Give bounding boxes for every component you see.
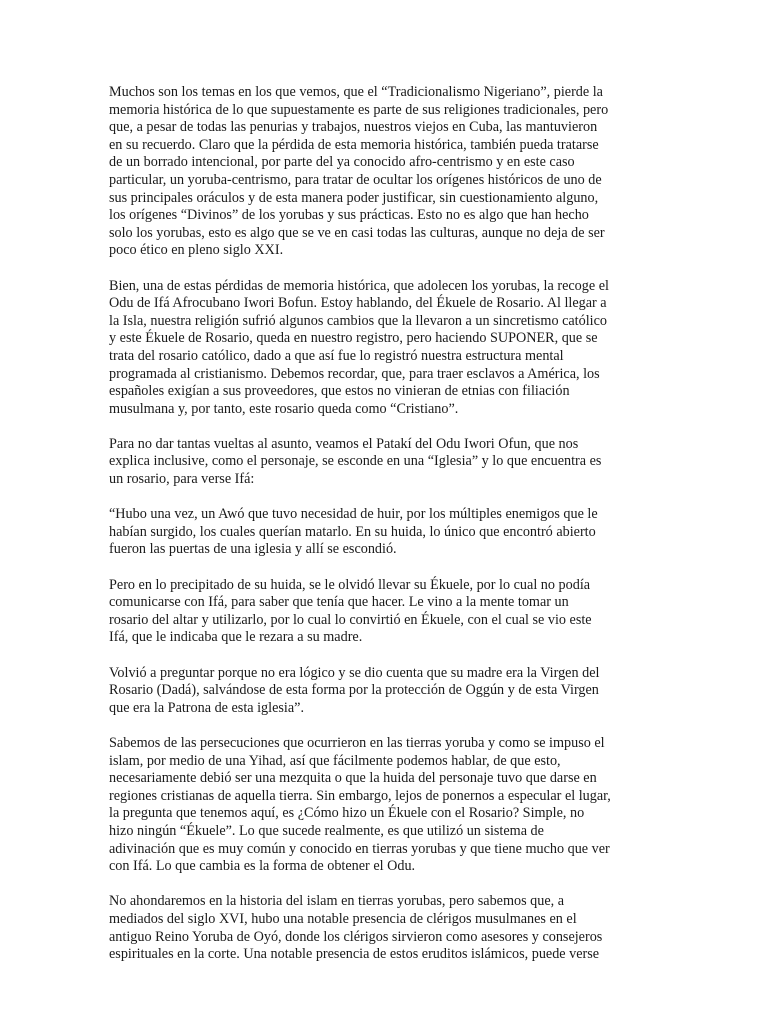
text-line: la Isla, nuestra religión sufrió algunos cambios que la llevaron a un sincretismo católico [109,312,607,329]
text-line: islam, por medio de una Yihad, así que fácilmente podemos hablar, de que esto, [109,752,561,769]
text-line: Odu de Ifá Afrocubano Iwori Bofun. Estoy hablando, del Ékuele de Rosario. Al llegar a [109,295,607,312]
text-line: memoria histórica de lo que supuestamente es parte de sus religiones tradicionales, pero [109,101,609,118]
text-line: españoles exigían a sus proveedores, que estos no vinieran de etnias con filiación [109,383,570,400]
paragraph [109,278,661,419]
text-line: No ahondaremos en la historia del islam en tierras yorubas, pero sabemos que, a [109,893,565,910]
text-line: trata del rosario católico, dado a que así fue lo registró nuestra estructura mental [109,347,564,364]
text-line: explica inclusive, como el personaje, se esconde en una “Iglesia” y lo que encuentra es [109,453,602,470]
text-line: poco ético en pleno siglo XXI. [109,242,284,259]
text-line: comunicarse con Ifá, para saber que tenía que hacer. Le vino a la mente tomar un [109,594,569,611]
text-line: regiones cristianas de aquella tierra. Sin embargo, lejos de ponernos a especular el lugar, [109,787,611,804]
text-line: antiguo Reino Yoruba de Oyó, donde los clérigos sirvieron como asesores y consejeros [109,928,603,945]
text-line: solo los yorubas, esto es algo que se ve en casi todas las culturas, aunque no deja de ser [109,224,605,241]
text-line: mediados del siglo XVI, hubo una notable presencia de clérigos musulmanes en el [109,910,577,927]
text-line: Pero en lo precipitado de su huida, se le olvidó llevar su Ékuele, por lo cual no podía [109,576,591,593]
paragraph [109,665,661,718]
paragraph [109,506,661,559]
text-line: Para no dar tantas vueltas al asunto, veamos el Patakí del Odu Iwori Ofun, que nos [109,435,579,452]
document-body [109,84,661,981]
text-line: un rosario, para verse Ifá: [109,471,255,488]
text-line: musulmana y, por tanto, este rosario queda como “Cristiano”. [109,400,459,417]
text-line: espirituales en la corte. Una notable presencia de estos eruditos islámicos, puede verse [109,946,600,963]
text-line: y este Ékuele de Rosario, queda en nuestro registro, pero haciendo SUPONER, que se [109,330,598,347]
text-line: que era la Patrona de esta iglesia”. [109,699,304,716]
text-line: con Ifá. Lo que cambia es la forma de obtener el Odu. [109,858,416,875]
text-line: necesariamente debió ser una mezquita o que la huida del personaje tuvo que darse en [109,770,597,787]
text-line: Sabemos de las persecuciones que ocurrieron en las tierras yoruba y como se impuso el [109,734,605,751]
text-line: rosario del altar y utilizarlo, por lo cual lo convirtió en Ékuele, con el cual se vio este [109,611,592,628]
paragraph [109,84,661,260]
text-line: programada al cristianismo. Debemos recordar, que, para traer esclavos a América, los [109,365,600,382]
text-line: los orígenes “Divinos” de los yorubas y sus prácticas. Esto no es algo que han hecho [109,207,589,224]
text-line: que, a pesar de todas las penurias y trabajos, nuestros viejos en Cuba, las mantuvieron [109,119,598,136]
text-line: Rosario (Dadá), salvándose de esta forma por la protección de Oggún y de esta Virgen [109,682,599,699]
text-line: Bien, una de estas pérdidas de memoria histórica, que adolecen los yorubas, la recoge el [109,277,609,294]
text-line: la pregunta que tenemos aquí, es ¿Cómo hizo un Ékuele con el Rosario? Simple, no [109,805,585,822]
paragraph [109,436,661,489]
text-line: “Hubo una vez, un Awó que tuvo necesidad de huir, por los múltiples enemigos que le [109,506,598,523]
paragraph [109,893,661,963]
text-line: particular, un yoruba-centrismo, para tratar de ocultar los orígenes históricos de uno de [109,171,602,188]
text-line: Ifá, que le indicaba que le rezara a su madre. [109,629,363,646]
text-line: habían surgido, los cuales querían matarlo. En su huida, lo único que encontró abierto [109,523,596,540]
paragraph [109,577,661,647]
text-line: Volvió a preguntar porque no era lógico y se dio cuenta que su madre era la Virgen del [109,664,600,681]
paragraph [109,735,661,876]
text-line: sus principales oráculos y de esta manera poder justificar, sin cuestionamiento alguno, [109,189,599,206]
text-line: Muchos son los temas en los que vemos, que el “Tradicionalismo Nigeriano”, pierde la [109,84,603,100]
text-line: en su recuerdo. Claro que la pérdida de esta memoria histórica, también pueda tratarse [109,136,599,153]
text-line: adivinación que es muy común y conocido en tierras yorubas y que tiene mucho que ver [109,840,610,857]
text-line: fueron las puertas de una iglesia y allí se escondió. [109,541,397,558]
text-line: hizo ningún “Ékuele”. Lo que sucede realmente, es que utilizó un sistema de [109,822,544,839]
text-line: de un borrado intencional, por parte del ya conocido afro-centrismo y en este caso [109,154,575,171]
